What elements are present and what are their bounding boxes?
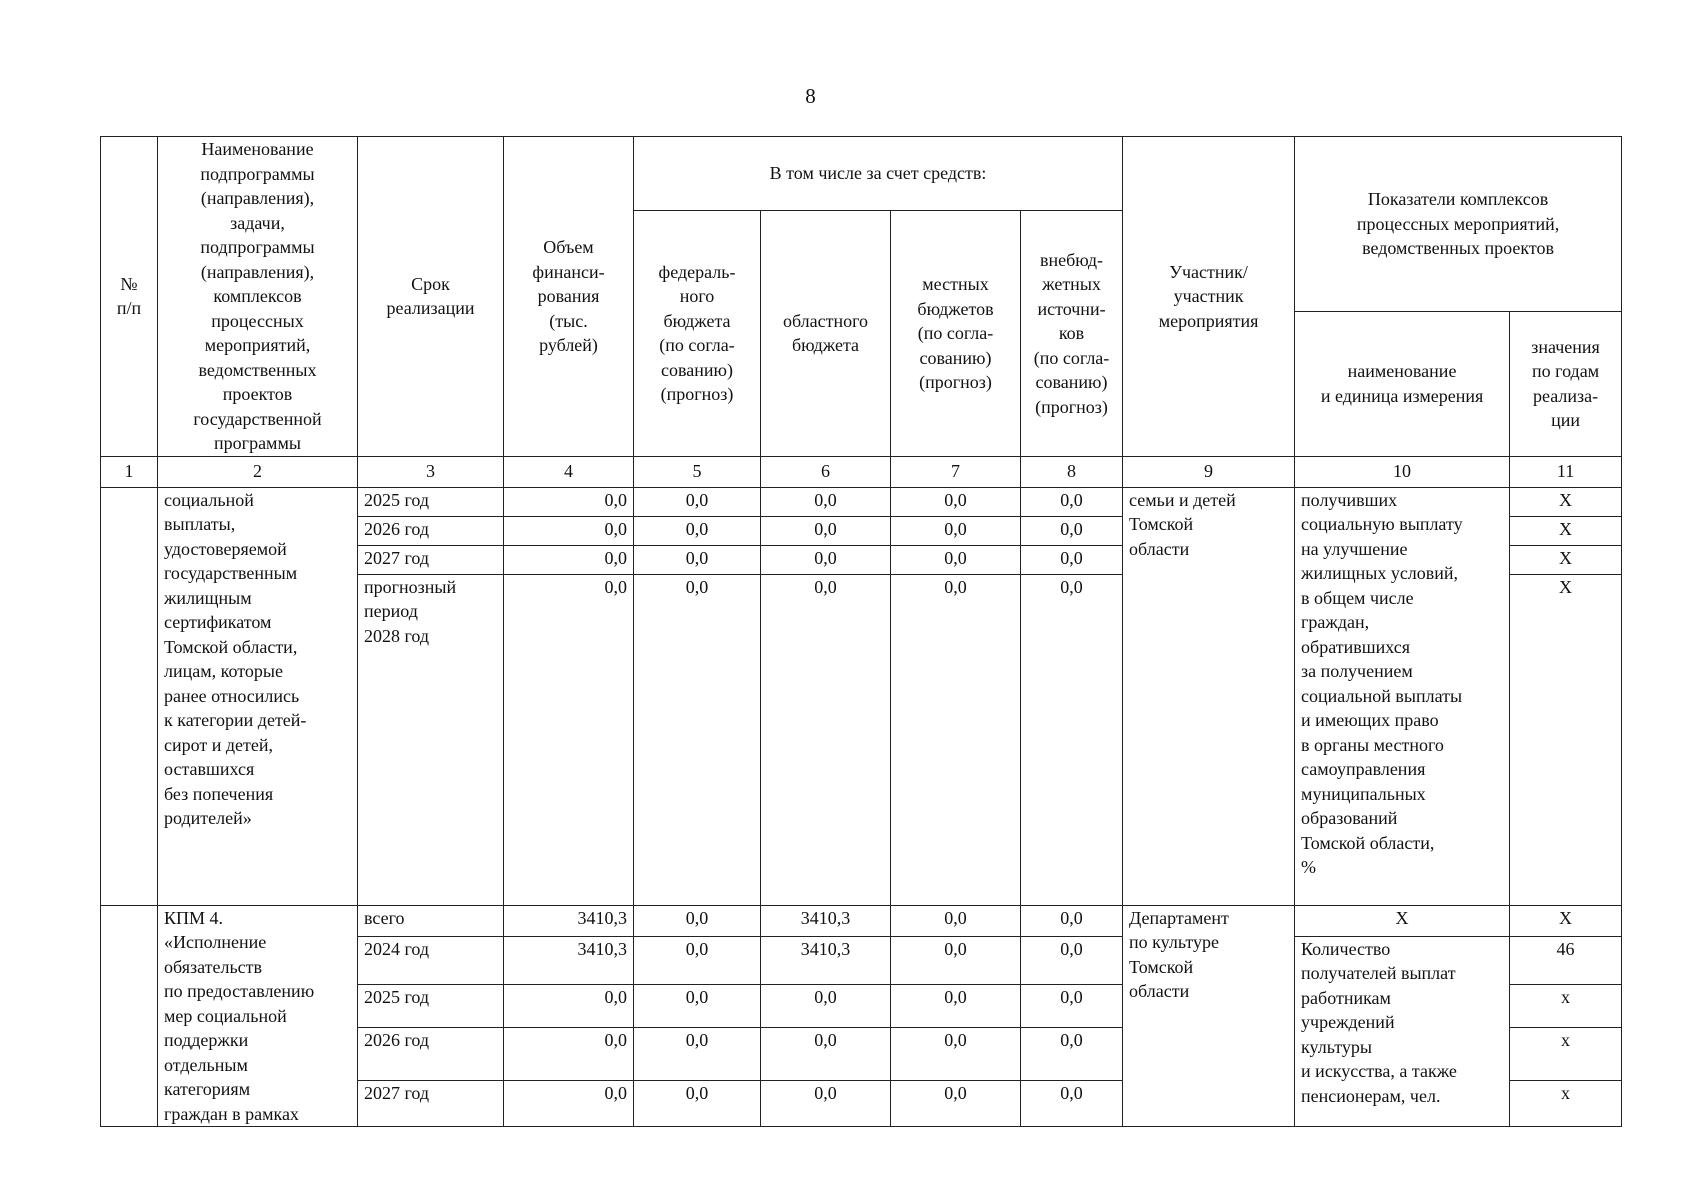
header-local: местных бюджетов (по согла- сованию) (прогноз)	[891, 211, 1021, 457]
column-number: 8	[1021, 456, 1123, 487]
row-number-cell	[101, 905, 158, 1127]
regional-cell: 3410,3	[761, 905, 891, 936]
regional-cell: 0,0	[761, 1081, 891, 1127]
total-cell: 0,0	[504, 545, 634, 574]
column-number: 11	[1510, 456, 1622, 487]
local-cell: 0,0	[891, 905, 1021, 936]
federal-cell: 0,0	[634, 487, 761, 516]
event-name-cell: КПМ 4. «Исполнение обязательств по предоставлению мер социальной поддержки отдельным категориям граждан в рамках	[158, 905, 358, 1127]
header-name: Наименование подпрограммы (направления), задачи, подпрограммы (направления), комплексов процессных мероприятий, ведомственных проектов государственной программы	[158, 137, 358, 457]
federal-cell: 0,0	[634, 516, 761, 545]
indicator-value-cell: Х	[1510, 545, 1622, 574]
header-total-funding: Объем финанси- рования (тыс. рублей)	[504, 137, 634, 457]
local-cell: 0,0	[891, 936, 1021, 985]
indicator-name-cell: получивших социальную выплату на улучшение жилищных условий, в общем числе граждан, обратившихся за получением социальной выплаты и имеющих право в органы местного самоуправления муниципальных образований Томской области, %	[1295, 487, 1510, 905]
indicator-name-cell: Количество получателей выплат работникам учреждений культуры и искусства, а также пенсионерам, чел.	[1295, 936, 1510, 1127]
column-number: 3	[358, 456, 504, 487]
indicator-value-cell: Х	[1510, 487, 1622, 516]
column-number: 4	[504, 456, 634, 487]
header-funds-group: В том числе за счет средств:	[634, 137, 1123, 211]
column-number: 9	[1123, 456, 1295, 487]
event-name-cell: социальной выплаты, удостоверяемой государственным жилищным сертификатом Томской области, лицам, которые ранее относились к категории детей- сирот и детей, оставшихся без попечения родителей»	[158, 487, 358, 905]
period-cell: 2027 год	[358, 545, 504, 574]
indicator-value-cell: х	[1510, 985, 1622, 1028]
indicator-value-cell: 46	[1510, 936, 1622, 985]
total-cell: 0,0	[504, 1081, 634, 1127]
regional-cell: 3410,3	[761, 936, 891, 985]
federal-cell: 0,0	[634, 905, 761, 936]
regional-cell: 0,0	[761, 516, 891, 545]
indicator-name-cell: Х	[1295, 905, 1510, 936]
program-table	[100, 136, 1622, 1127]
page-number: 8	[805, 84, 816, 108]
column-number: 1	[101, 456, 158, 487]
indicator-value-cell: х	[1510, 1081, 1622, 1127]
column-number: 5	[634, 456, 761, 487]
local-cell: 0,0	[891, 487, 1021, 516]
header-number: № п/п	[101, 137, 158, 457]
regional-cell: 0,0	[761, 1028, 891, 1081]
extrabudget-cell: 0,0	[1021, 936, 1123, 985]
local-cell: 0,0	[891, 516, 1021, 545]
federal-cell: 0,0	[634, 1028, 761, 1081]
period-cell: 2025 год	[358, 487, 504, 516]
local-cell: 0,0	[891, 1028, 1021, 1081]
indicator-value-cell: Х	[1510, 574, 1622, 905]
federal-cell: 0,0	[634, 936, 761, 985]
local-cell: 0,0	[891, 545, 1021, 574]
header-indicator-values: значения по годам реализа- ции	[1510, 311, 1622, 456]
extrabudget-cell: 0,0	[1021, 574, 1123, 905]
local-cell: 0,0	[891, 574, 1021, 905]
extrabudget-cell: 0,0	[1021, 1028, 1123, 1081]
period-cell: 2026 год	[358, 1028, 504, 1081]
indicator-value-cell: Х	[1510, 516, 1622, 545]
table-row	[101, 905, 1622, 936]
extrabudget-cell: 0,0	[1021, 545, 1123, 574]
header-federal: федераль- ного бюджета (по согла- сованию) (прогноз)	[634, 211, 761, 457]
header-indicators-group: Показатели комплексов процессных мероприятий, ведомственных проектов	[1295, 137, 1622, 312]
regional-cell: 0,0	[761, 574, 891, 905]
regional-cell: 0,0	[761, 545, 891, 574]
column-number: 2	[158, 456, 358, 487]
extrabudget-cell: 0,0	[1021, 487, 1123, 516]
total-cell: 0,0	[504, 574, 634, 905]
indicator-value-cell: Х	[1510, 905, 1622, 936]
period-cell: 2027 год	[358, 1081, 504, 1127]
extrabudget-cell: 0,0	[1021, 1081, 1123, 1127]
row-number-cell	[101, 487, 158, 905]
participant-cell: Департамент по культуре Томской области	[1123, 905, 1295, 1127]
federal-cell: 0,0	[634, 985, 761, 1028]
column-number: 7	[891, 456, 1021, 487]
federal-cell: 0,0	[634, 1081, 761, 1127]
extrabudget-cell: 0,0	[1021, 985, 1123, 1028]
total-cell: 0,0	[504, 516, 634, 545]
federal-cell: 0,0	[634, 545, 761, 574]
period-cell: 2025 год	[358, 985, 504, 1028]
period-cell: 2026 год	[358, 516, 504, 545]
regional-cell: 0,0	[761, 985, 891, 1028]
participant-cell: семьи и детей Томской области	[1123, 487, 1295, 905]
header-regional: областного бюджета	[761, 211, 891, 457]
table-row	[101, 487, 1622, 516]
header-indicator-name: наименование и единица измерения	[1295, 311, 1510, 456]
total-cell: 3410,3	[504, 905, 634, 936]
local-cell: 0,0	[891, 1081, 1021, 1127]
total-cell: 3410,3	[504, 936, 634, 985]
total-cell: 0,0	[504, 985, 634, 1028]
total-cell: 0,0	[504, 487, 634, 516]
column-number: 6	[761, 456, 891, 487]
header-period: Срок реализации	[358, 137, 504, 457]
indicator-value-cell: х	[1510, 1028, 1622, 1081]
period-cell: всего	[358, 905, 504, 936]
local-cell: 0,0	[891, 985, 1021, 1028]
column-numbers-row	[101, 456, 1622, 487]
total-cell: 0,0	[504, 1028, 634, 1081]
federal-cell: 0,0	[634, 574, 761, 905]
header-participant: Участник/ участник мероприятия	[1123, 137, 1295, 457]
header-extrabudget: внебюд- жетных источни- ков (по согла- сованию) (прогноз)	[1021, 211, 1123, 457]
period-cell: прогнозный период 2028 год	[358, 574, 504, 905]
regional-cell: 0,0	[761, 487, 891, 516]
extrabudget-cell: 0,0	[1021, 516, 1123, 545]
column-number: 10	[1295, 456, 1510, 487]
extrabudget-cell: 0,0	[1021, 905, 1123, 936]
period-cell: 2024 год	[358, 936, 504, 985]
